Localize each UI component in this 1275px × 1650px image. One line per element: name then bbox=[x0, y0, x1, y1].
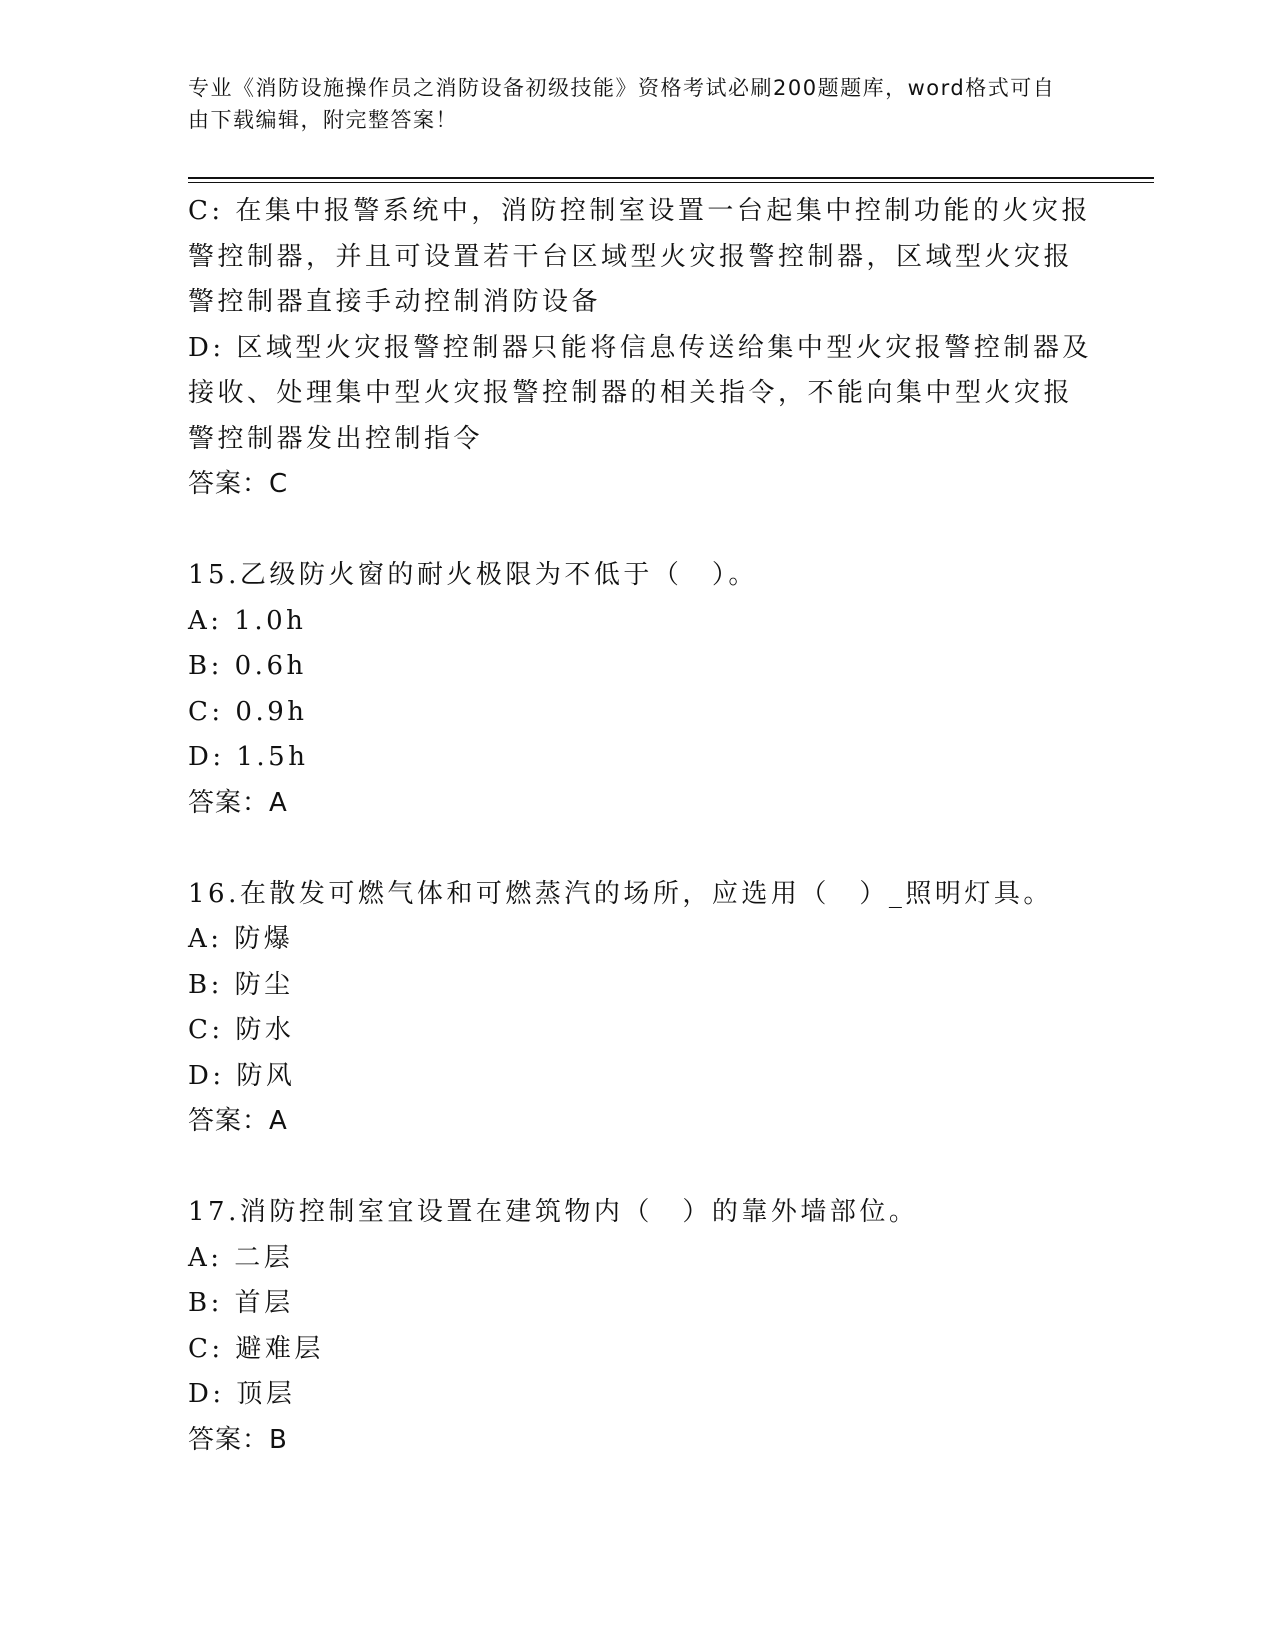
question-16 bbox=[188, 872, 1088, 1145]
option-a: A: 1.0h bbox=[188, 605, 307, 636]
option-line: D: 区域型火灾报警控制器只能将信息传送给集中型火灾报警控制器及 bbox=[188, 332, 1092, 363]
header-divider-thick bbox=[188, 177, 1154, 179]
question-17 bbox=[188, 1190, 1088, 1463]
option-a: A: 二层 bbox=[188, 1242, 294, 1273]
spacer bbox=[188, 508, 1088, 554]
document-body bbox=[188, 189, 1092, 1463]
option-c: C: 避难层 bbox=[188, 1333, 324, 1364]
option-d: D: 1.5h bbox=[188, 742, 309, 772]
option-line: 警控制器，并且可设置若干台区域型火灾报警控制器，区域型火灾报 bbox=[188, 241, 1074, 272]
answer: 答案：A bbox=[188, 1106, 288, 1136]
question-stem: 17.消防控制室宜设置在建筑物内（ ）的靠外墙部位。 bbox=[188, 1197, 919, 1227]
option-line: 警控制器直接手动控制消防设备 bbox=[188, 287, 602, 317]
question-stem: 16.在散发可燃气体和可燃蒸汽的场所，应选用（ ）_照明灯具。 bbox=[188, 878, 1053, 909]
question-14-continued bbox=[188, 189, 1092, 508]
option-d: D: 顶层 bbox=[188, 1379, 296, 1409]
question-stem: 15.乙级防火窗的耐火极限为不低于（ ）。 bbox=[188, 560, 758, 590]
option-line: C: 在集中报警系统中，消防控制室设置一台起集中控制功能的火灾报 bbox=[188, 196, 1091, 226]
option-d: D: 防风 bbox=[188, 1060, 296, 1091]
answer: 答案：A bbox=[188, 787, 288, 818]
spacer bbox=[188, 826, 1088, 872]
option-line: 接收、处理集中型火灾报警控制器的相关指令，不能向集中型火灾报 bbox=[188, 378, 1074, 408]
option-b: B: 0.6h bbox=[188, 651, 307, 681]
option-c: C: 0.9h bbox=[188, 696, 308, 727]
question-15 bbox=[188, 553, 1088, 826]
option-a: A: 防爆 bbox=[188, 924, 294, 954]
answer: 答案：C bbox=[188, 469, 289, 499]
page-header bbox=[188, 72, 1068, 136]
option-b: B: 防尘 bbox=[188, 969, 294, 1000]
document-title: 专业《消防设施操作员之消防设备初级技能》资格考试必刷200题题库，word格式可自由下载编辑，附完整答案！ bbox=[188, 76, 1056, 132]
spacer bbox=[188, 1145, 1088, 1191]
option-d bbox=[188, 326, 1092, 463]
option-c bbox=[188, 189, 1091, 326]
option-c: C: 防水 bbox=[188, 1015, 295, 1045]
answer: 答案：B bbox=[188, 1424, 288, 1455]
option-b: B: 首层 bbox=[188, 1288, 294, 1318]
option-line: 警控制器发出控制指令 bbox=[188, 423, 484, 454]
header-divider-thin bbox=[188, 182, 1154, 183]
